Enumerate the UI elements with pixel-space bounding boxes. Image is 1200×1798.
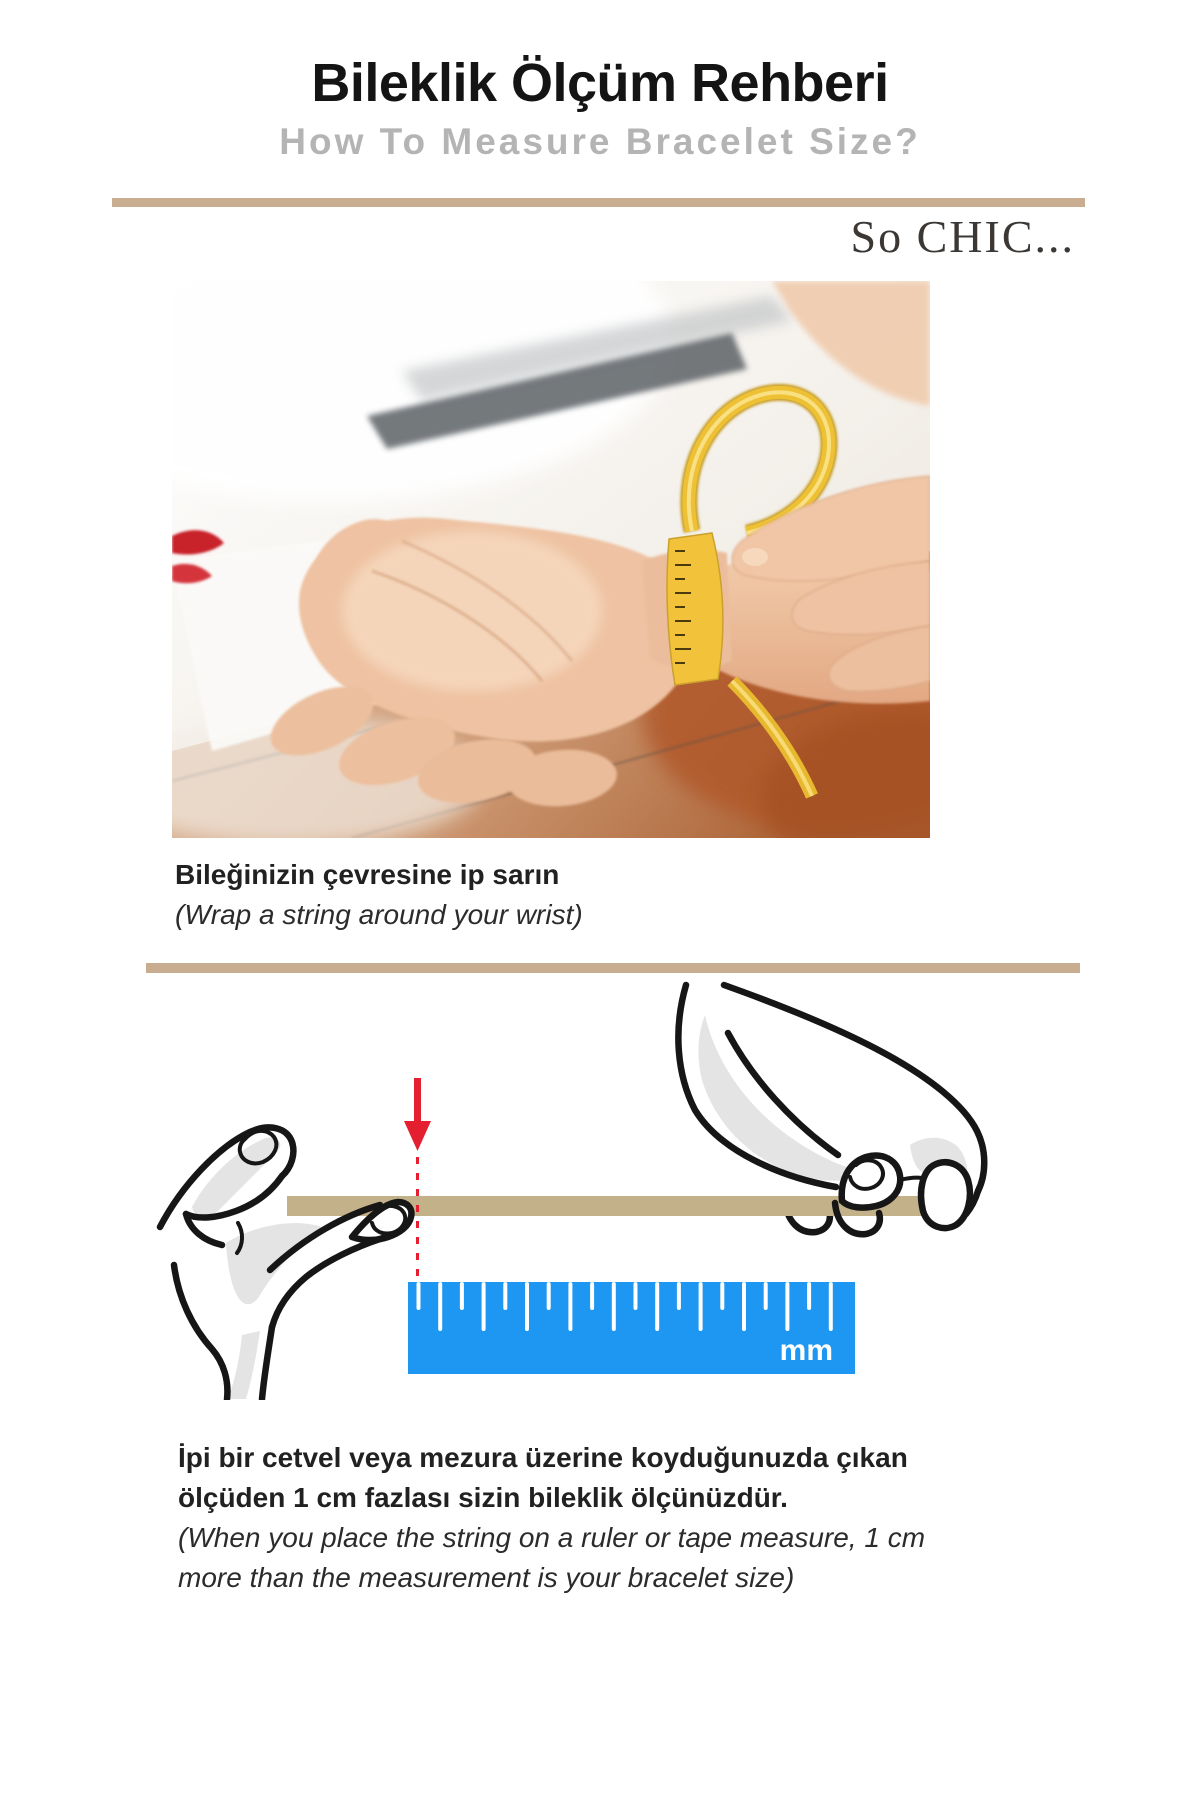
left-hand-drawing <box>160 1127 411 1399</box>
step2-caption-tr-line2: ölçüden 1 cm fazlası sizin bileklik ölçünüzdür. <box>178 1482 788 1513</box>
palm-highlight <box>342 531 602 691</box>
wrist-photo-scene <box>172 281 930 838</box>
step2-caption <box>178 1438 925 1598</box>
top-divider <box>112 198 1085 207</box>
red-arrow <box>404 1078 431 1151</box>
step1-caption-en: (Wrap a string around your wrist) <box>175 899 583 930</box>
brand-logo: So CHIC... <box>850 211 1075 262</box>
step2-caption-tr-line1: İpi bir cetvel veya mezura üzerine koyduğunuzda çıkan <box>178 1442 908 1473</box>
step2-caption-en-line2: more than the measurement is your bracelet size) <box>178 1562 795 1593</box>
right-thumb <box>921 1162 970 1228</box>
page-title: Bileklik Ölçüm Rehberi <box>311 53 889 113</box>
ruler-mm-label: mm <box>779 1334 833 1367</box>
wrist-measure-photo <box>172 281 930 838</box>
measurer-fingernail <box>742 548 768 566</box>
page-subtitle: How To Measure Bracelet Size? <box>279 121 921 162</box>
middle-divider <box>146 963 1080 973</box>
step1-caption <box>175 855 583 935</box>
ruler <box>408 1282 855 1374</box>
step1-caption-tr: Bileğinizin çevresine ip sarın <box>175 859 560 890</box>
ruler-illustration <box>130 975 1100 1400</box>
step2-caption-en-line1: (When you place the string on a ruler or tape measure, 1 cm <box>178 1522 926 1553</box>
